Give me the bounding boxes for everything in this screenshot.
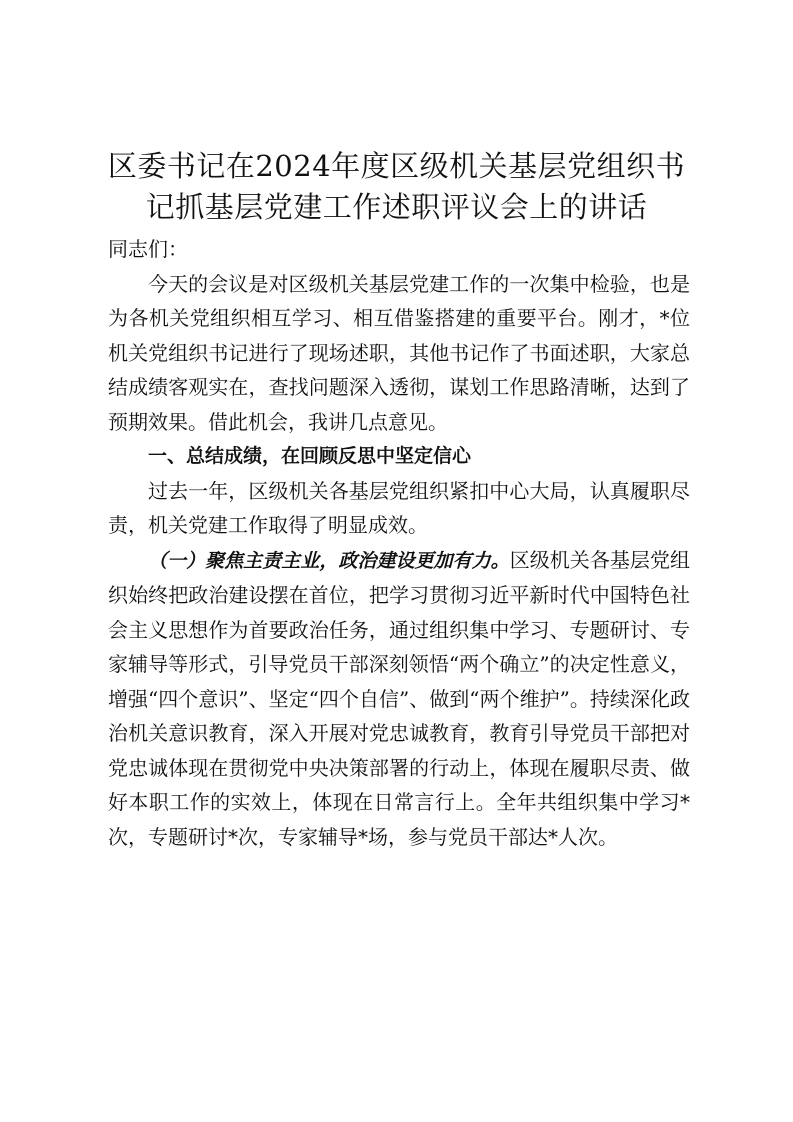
title-line-1: 区委书记在2024年度区级机关基层党组织书 bbox=[107, 149, 686, 183]
subheading-1-lead: （一）聚焦主责主业，政治建设更加有力。 bbox=[148, 549, 510, 572]
salutation: 同志们： bbox=[108, 237, 188, 261]
paragraph-political-building bbox=[108, 543, 690, 855]
paragraph-political-building-body: 区级机关各基层党组织始终把政治建设摆在首位，把学习贯彻习近平新时代中国特色社会主义思想作为首要政治任务，通过组织集中学习、专题研讨、专家辅导等形式，引导党员干部深刻领悟“两个确立”的决定性意义，增强“四个意识”、坚定“四个自信”、做到“两个维护”。持续深化政治机关意识教育，深入开展对党忠诚教育，教育引导党员干部把对党忠诚体现在贯彻党中央决策部署的行动上，体现在履职尽责、做好本职工作的实效上，体现在日常言行上。全年共组织集中学习*次，专题研讨*次，专家辅导*场，参与党员干部达*人次。 bbox=[108, 547, 690, 849]
paragraph-summary: 过去一年，区级机关各基层党组织紧扣中心大局，认真履职尽责，机关党建工作取得了明显成效。 bbox=[108, 478, 690, 537]
paragraph-opening: 今天的会议是对区级机关基层党建工作的一次集中检验，也是为各机关党组织相互学习、相互借鉴搭建的重要平台。刚才，*位机关党组织书记进行了现场述职，其他书记作了书面述职，大家总结成绩客观实在，查找问题深入透彻，谋划工作思路清晰，达到了预期效果。借此机会，我讲几点意见。 bbox=[108, 271, 690, 434]
document-title bbox=[90, 146, 703, 228]
document-body bbox=[108, 232, 690, 854]
section-heading-1: 一、总结成绩，在回顾反思中坚定信心 bbox=[148, 445, 472, 467]
title-line-2: 记抓基层党建工作述职评议会上的讲话 bbox=[145, 190, 648, 224]
